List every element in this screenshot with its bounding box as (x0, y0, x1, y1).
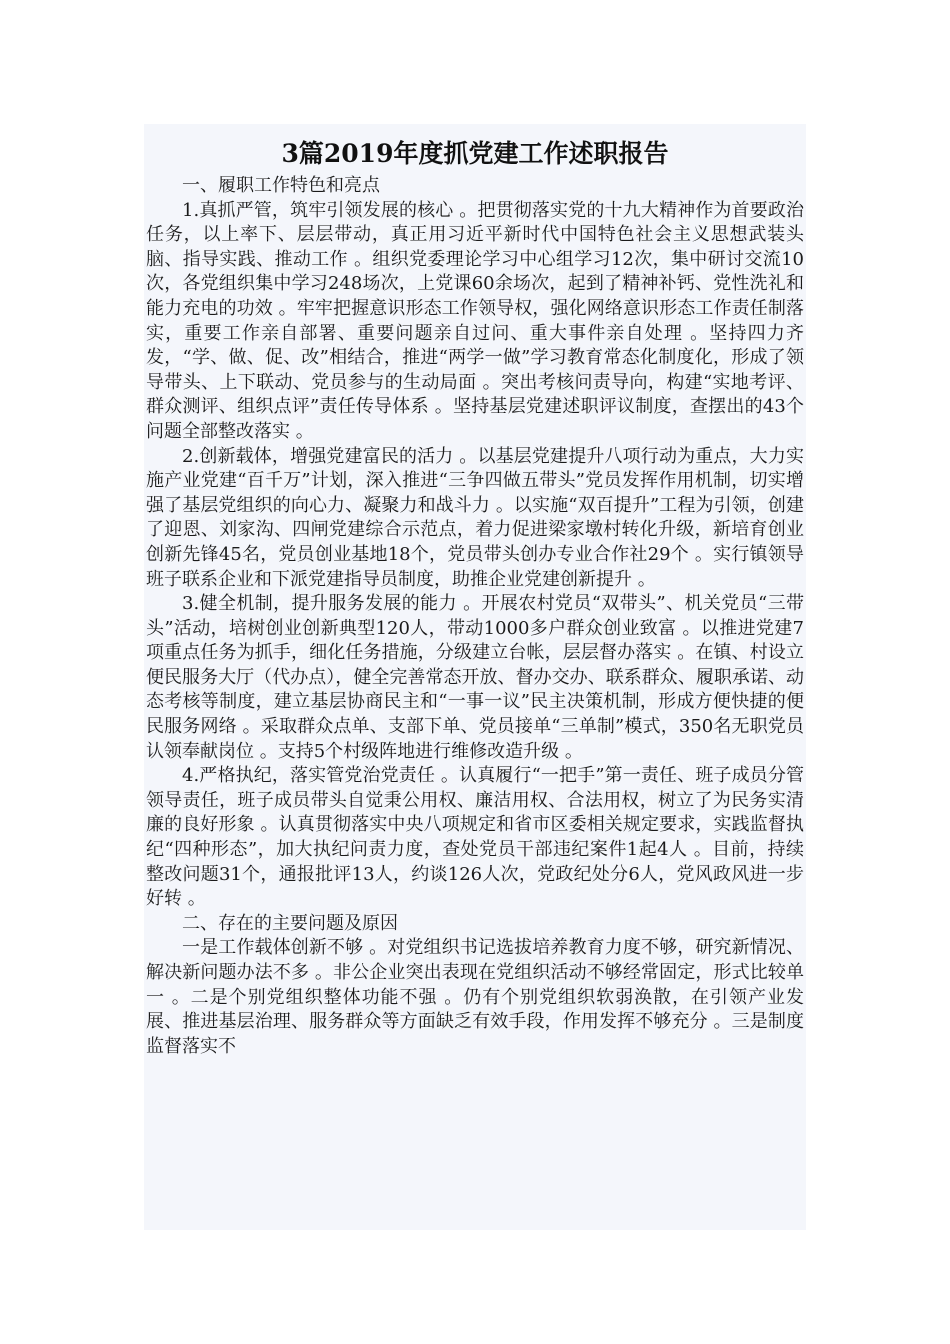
paragraph-3: 3.健全机制，提升服务发展的能力 。开展农村党员“双带头”、机关党员“三带头”活动，培树创业创新典型120人，带动1000多户群众创业致富 。以推进党建7项重点任务为抓手，细化任务措施，分级建立台帐，层层督办落实 。在镇、村设立便民服务大厅（代办点），健全完善常态开放、督办交办、联系群众、履职承诺、动态考核等制度，建立基层协商民主和“一事一议”民主决策机制，形成方便快捷的便民服务网络 。采取群众点单、支部下单、党员接单“三单制”模式，350名无职党员认领奉献岗位 。支持5个村级阵地进行维修改造升级 。 (146, 593, 804, 762)
section-heading-1: 一、履职工作特色和亮点 (182, 175, 380, 196)
document-page (144, 124, 806, 1230)
paragraph-4: 4.严格执纪，落实管党治党责任 。认真履行“一把手”第一责任、班子成员分管领导责任，班子成员带头自觉秉公用权、廉洁用权、合法用权，树立了为民务实清廉的良好形象 。认真贯彻落实中央八项规定和省市区委相关规定要求，实践监督执纪“四种形态”，加大执纪问责力度，查处党员干部违纪案件1起4人 。目前，持续整改问题31个，通报批评13人，约谈126人次，党政纪处分6人，党风政风进一步好转 。 (146, 765, 804, 910)
paragraph-1: 1.真抓严管，筑牢引领发展的核心 。把贯彻落实党的十九大精神作为首要政治任务，以上率下、层层带动，真正用习近平新时代中国特色社会主义思想武装头脑、指导实践、推动工作 。组织党委理论学习中心组学习12次，集中研讨交流10次，各党组织集中学习248场次，上党课60余场次，起到了精神补钙、党性洗礼和能力充电的功效 。牢牢把握意识形态工作领导权，强化网络意识形态工作责任制落实，重要工作亲自部署、重要问题亲自过问、重大事件亲自处理 。坚持四力齐发，“学、做、促、改”相结合，推进“两学一做”学习教育常态化制度化，形成了领导带头、上下联动、党员参与的生动局面 。突出考核问责导向，构建“实地考评、群众测评、组织点评”责任传导体系 。坚持基层党建述职评议制度，查摆出的43个问题全部整改落实 。 (146, 199, 804, 442)
document-body (144, 174, 806, 1059)
section-heading-2: 二、存在的主要问题及原因 (182, 912, 398, 934)
document-title: 3篇2019年度抓党建工作述职报告 (281, 139, 669, 168)
paragraph-2: 2.创新载体，增强党建富民的活力 。以基层党建提升八项行动为重点，大力实施产业党建“百千万”计划，深入推进“三争四做五带头”党员发挥作用机制，切实增强了基层党组织的向心力、凝聚力和战斗力 。以实施“双百提升”工程为引领，创建了迎恩、刘家沟、四闸党建综合示范点，着力促进梁家墩村转化升级，新培育创业创新先锋45名，党员创业基地18个，党员带头创办专业合作社29个 。实行镇领导班子联系企业和下派党建指导员制度，助推企业党建创新提升 。 (146, 445, 804, 590)
paragraph-5: 一是工作载体创新不够 。对党组织书记选拔培养教育力度不够，研究新情况、解决新问题办法不多 。非公企业突出表现在党组织活动不够经常固定，形式比较单一 。二是个别党组织整体功能不强 。仍有个别党组织软弱涣散，在引领产业发展、推进基层治理、服务群众等方面缺乏有效手段，作用发挥不够充分 。三是制度监督落实不 (146, 937, 804, 1057)
